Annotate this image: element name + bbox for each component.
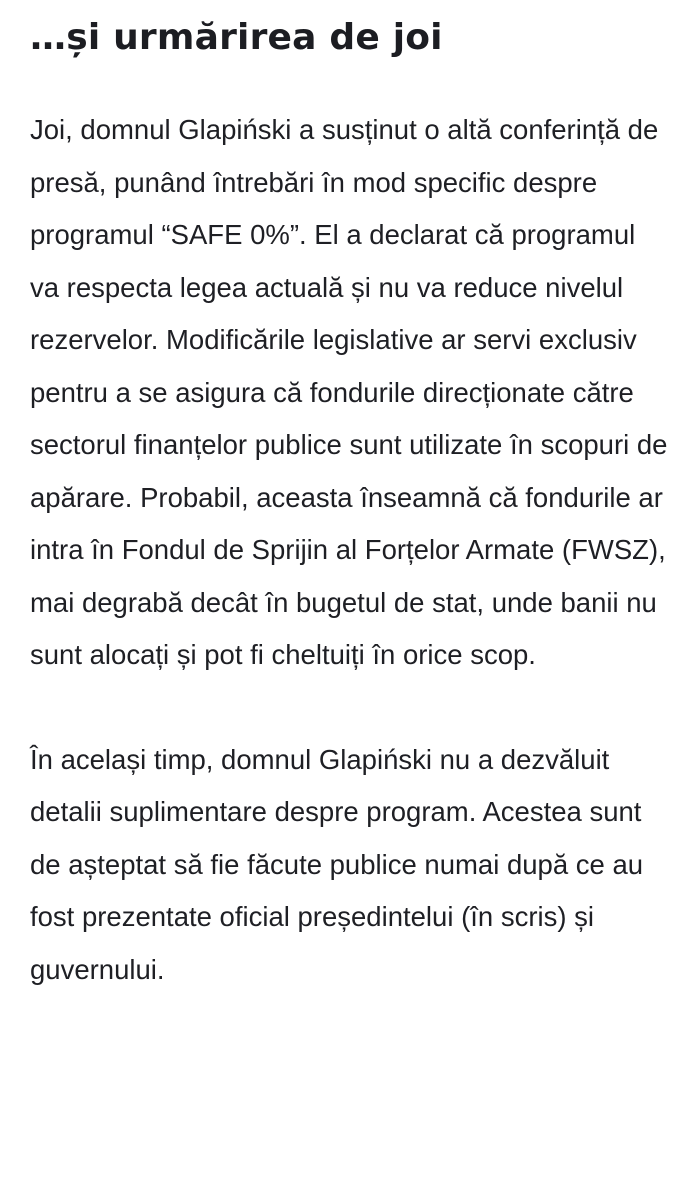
article-paragraph-2: În același timp, domnul Glapiński nu a dezvăluit detalii suplimentare despre program. Acestea sunt de așteptat să fie făcute publice numai după ce au fost prezentate oficial președintelui (în scris) și guvernului. bbox=[30, 743, 644, 985]
article-paragraph-1: Joi, domnul Glapiński a susținut o altă conferință de presă, punând întrebări în mod specific despre programul “SAFE 0%”. El a declarat că programul va respecta legea actuală și nu va reduce nivelul rezervelor. Modificările legislative ar servi exclusiv pentru a se asigura că fondurile direcționate către sectorul finanțelor publice sunt utilizate în scopuri de apărare. Probabil, aceasta înseamnă că fondurile ar intra în Fondul de Sprijin al Forțelor Armate (FWSZ), mai degrabă decât în bugetul de stat, unde banii nu sunt alocați și pot fi cheltuiți în orice scop. bbox=[30, 114, 668, 670]
section-heading: …și urmărirea de joi bbox=[30, 17, 443, 58]
article bbox=[30, 0, 670, 996]
